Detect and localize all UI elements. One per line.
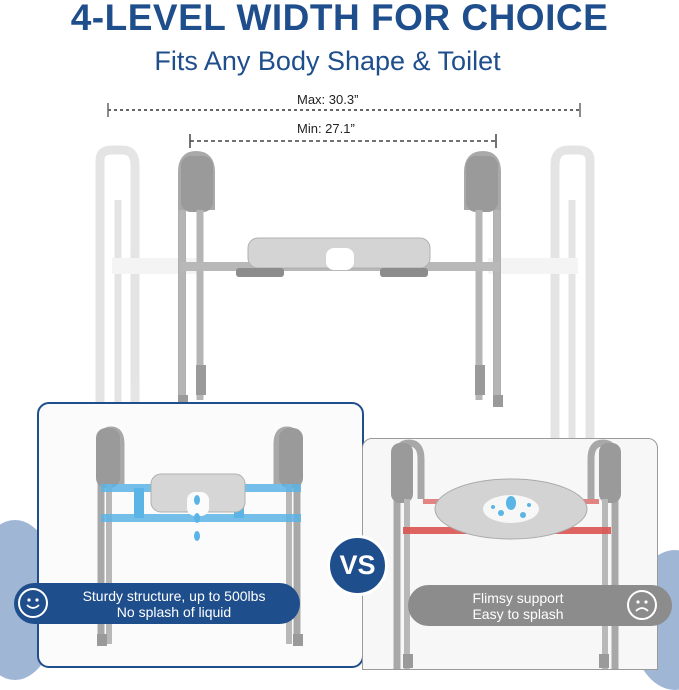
good-product-illustration xyxy=(39,404,362,666)
min-width-label: Min: 27.1” xyxy=(297,121,355,136)
good-product-panel xyxy=(37,402,364,668)
bad-feature-line-1: Flimsy support xyxy=(472,589,564,606)
competitor-product-panel xyxy=(362,438,658,670)
vs-badge: VS xyxy=(327,535,388,596)
max-width-label: Max: 30.3” xyxy=(297,92,359,107)
good-feature-line-2: No splash of liquid xyxy=(116,603,232,620)
subheadline: Fits Any Body Shape & Toilet xyxy=(154,46,501,76)
headline: 4-LEVEL WIDTH FOR CHOICE xyxy=(70,0,609,38)
faded-wide-frame xyxy=(100,150,590,440)
narrow-frame xyxy=(178,155,503,407)
good-feature-line-1: Sturdy structure, up to 500lbs xyxy=(82,587,266,604)
bad-feature-line-2: Easy to splash xyxy=(472,605,564,622)
competitor-product-illustration xyxy=(363,439,657,669)
good-feature-badge xyxy=(14,583,300,624)
smiley-face-icon xyxy=(18,588,48,618)
min-width-dimension-line xyxy=(190,134,496,148)
sad-face-icon xyxy=(627,590,657,620)
